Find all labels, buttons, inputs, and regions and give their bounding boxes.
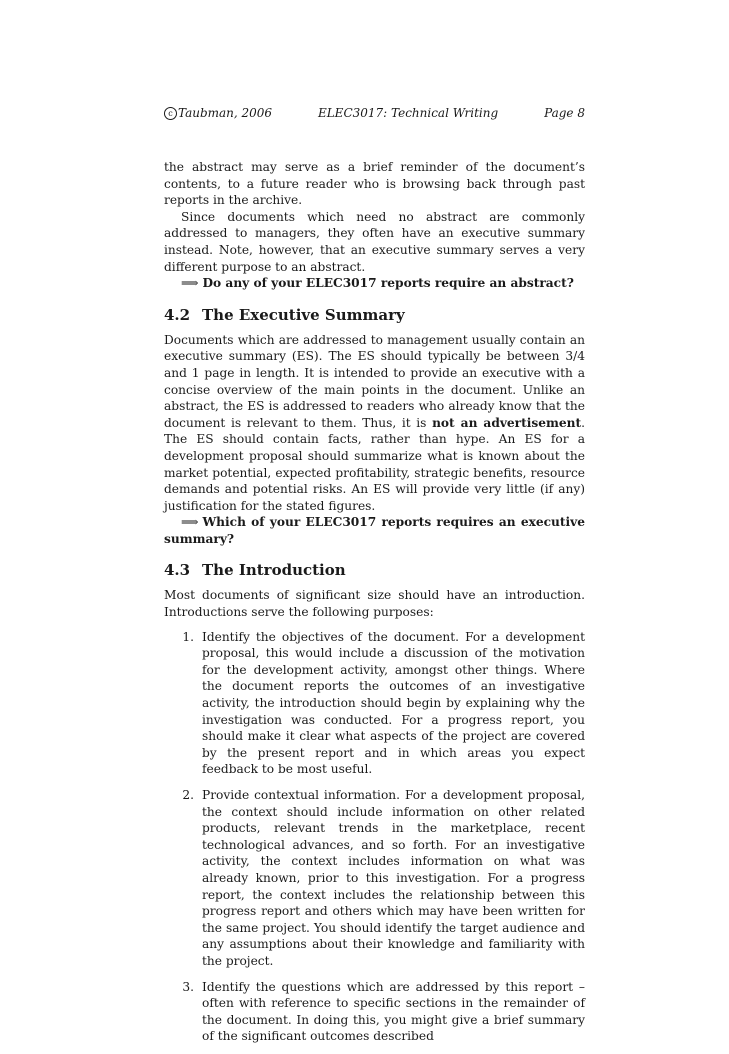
- bold-phrase: not an advertisement: [432, 415, 582, 430]
- list-item: [164, 979, 585, 1045]
- text-run: . The ES should contain facts, rather than hype. An ES for a development proposal should summarize what is known about the market potential, expected profitability, strategic benefits, resource demands and potential risks. An ES will provide very little (if any) justification for the stated figures.: [164, 415, 585, 513]
- paragraph-abstract-continued: the abstract may serve as a brief reminder of the document’s contents, to a future reader who is browsing back through past reports in the archive.: [164, 160, 585, 208]
- introduction-purposes-list: [164, 629, 585, 1045]
- text-run: Documents which are addressed to management usually contain an executive summary (ES). The ES should typically be between 3/4 and 1 page in length. It is intended to provide an executive with a concise overview of the main points in the document. Unlike an abstract, the ES is addressed to readers who already know that the document is relevant to them. Thus, it is: [164, 332, 585, 430]
- list-item: [164, 629, 585, 778]
- copyright-icon: c: [164, 107, 177, 120]
- section-title: The Introduction: [202, 561, 346, 580]
- paragraph-executive-summary: [164, 332, 585, 515]
- header-course: ELEC3017: Technical Writing: [317, 106, 499, 120]
- header-page-number: Page 8: [544, 106, 585, 120]
- list-item-text: Identify the objectives of the document. For a development proposal, this would include a discussion of the motivation for the development activity, amongst other things. Where the document reports the outcomes of an investigative activity, the introduction should begin by explaining why the investigation was conducted. For a progress report, you should make it clear what aspects of the project are covered by the present report and in which areas you expect feedback to be most useful.: [202, 629, 585, 777]
- section-number: 4.3: [164, 561, 191, 580]
- paragraph-executive-summary-note: Since documents which need no abstract are commonly addressed to managers, they often have an executive summary instead. Note, however, that an executive summary serves a very different purpose to an abstract.: [164, 209, 585, 274]
- implies-arrow-icon: ⟹: [181, 276, 199, 291]
- question-executive-summary-text: Which of your ELEC3017 reports requires an executive summary?: [164, 515, 585, 546]
- header-author: [164, 105, 272, 121]
- section-heading-4-3: [164, 561, 585, 580]
- section-title: The Executive Summary: [202, 305, 405, 324]
- list-item-text: Identify the questions which are addressed by this report – often with reference to specific sections in the remainder of the document. In doing this, you might give a brief summary of the significant outcomes described: [202, 979, 585, 1044]
- header-author-year: Taubman, 2006: [178, 106, 273, 120]
- paragraph-introduction: Most documents of significant size should have an introduction. Introductions serve the following purposes:: [164, 588, 585, 620]
- implies-arrow-icon: ⟹: [181, 515, 199, 530]
- list-item: [164, 787, 585, 970]
- document-page: [164, 105, 585, 1054]
- list-item-number: 2.: [182, 788, 194, 802]
- running-header: [164, 105, 585, 121]
- list-item-text: Provide contextual information. For a development proposal, the context should include information on other related products, relevant trends in the marketplace, recent technological advances, and so forth. For an investigative activity, the context includes information on what was already known, prior to this investigation. For a progress report, the context includes the relationship between this progress report and others which may have been written for the same project. You should identify the target audience and any assumptions about their knowledge and familiarity with the project.: [202, 788, 585, 968]
- section-number: 4.2: [164, 305, 191, 324]
- list-item-number: 3.: [182, 979, 194, 994]
- question-abstract-text: Do any of your ELEC3017 reports require an abstract?: [202, 276, 574, 291]
- section-heading-4-2: [164, 306, 585, 325]
- question-executive-summary: [164, 514, 585, 547]
- list-item-number: 1.: [182, 629, 194, 644]
- question-abstract: [164, 275, 585, 292]
